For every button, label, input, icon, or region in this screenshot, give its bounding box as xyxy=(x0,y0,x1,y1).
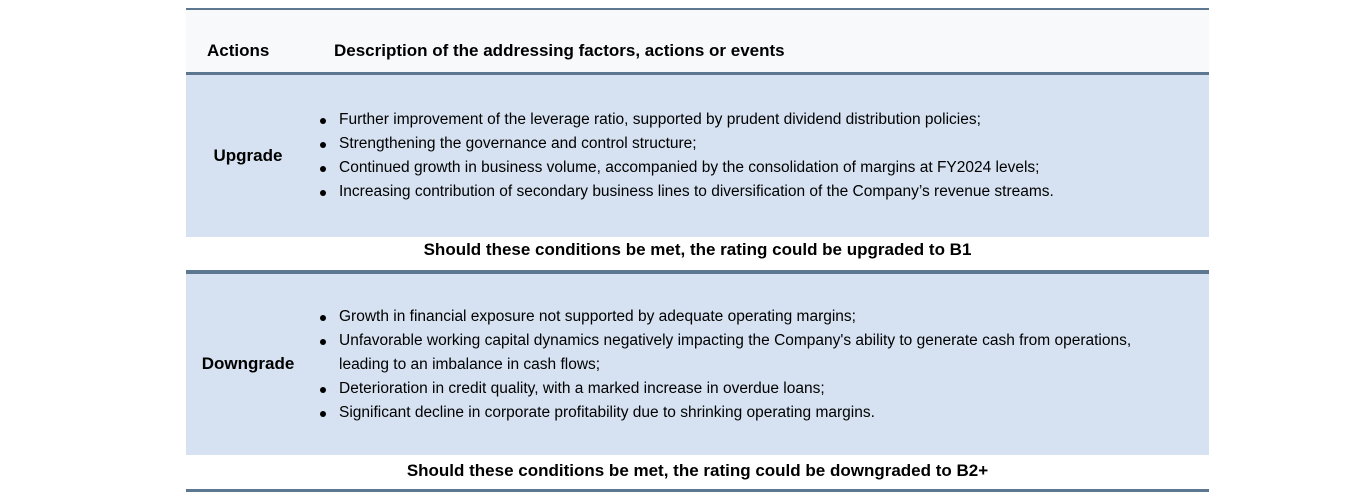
upgrade-block xyxy=(186,75,1209,237)
bullet-icon xyxy=(320,315,326,321)
bullet-icon xyxy=(320,190,326,196)
list-item xyxy=(319,180,1169,204)
list-item xyxy=(319,305,1169,329)
bullet-icon xyxy=(320,411,326,417)
bottom-rule xyxy=(186,489,1209,492)
rating-drivers-table xyxy=(186,8,1209,492)
list-item xyxy=(319,156,1169,180)
list-item-text: Growth in financial exposure not supported by adequate operating margins; xyxy=(339,308,856,325)
list-item xyxy=(319,377,1169,401)
upgrade-factor-list xyxy=(319,108,1169,204)
bullet-icon xyxy=(320,339,326,345)
list-item xyxy=(319,329,1169,377)
bullet-icon xyxy=(320,142,326,148)
header-actions-label: Actions xyxy=(207,41,270,60)
bullet-icon xyxy=(320,166,326,172)
list-item xyxy=(319,132,1169,156)
downgrade-block xyxy=(186,274,1209,455)
list-item-text: Unfavorable working capital dynamics negatively impacting the Company's ability to generate cash from operations, leading to an imbalance in cash flows; xyxy=(339,332,1132,373)
table-header xyxy=(186,10,1209,72)
downgrade-label: Downgrade xyxy=(201,354,295,373)
list-item-text: Strengthening the governance and control structure; xyxy=(339,135,697,152)
upgrade-label: Upgrade xyxy=(213,146,283,165)
list-item-text: Continued growth in business volume, accompanied by the consolidation of margins at FY2024 levels; xyxy=(339,159,1040,176)
list-item-text: Further improvement of the leverage ratio, supported by prudent dividend distribution policies; xyxy=(339,111,981,128)
list-item xyxy=(319,401,1169,425)
downgrade-factor-list xyxy=(319,305,1169,425)
header-description-label: Description of the addressing factors, actions or events xyxy=(334,41,785,60)
bullet-icon xyxy=(320,118,326,124)
bullet-icon xyxy=(320,387,326,393)
list-item xyxy=(319,108,1169,132)
upgrade-conclusion: Should these conditions be met, the rating could be upgraded to B1 xyxy=(423,240,972,259)
downgrade-conclusion: Should these conditions be met, the rating could be downgraded to B2+ xyxy=(406,461,989,480)
list-item-text: Deterioration in credit quality, with a marked increase in overdue loans; xyxy=(339,380,825,397)
list-item-text: Significant decline in corporate profitability due to shrinking operating margins. xyxy=(339,404,875,421)
list-item-text: Increasing contribution of secondary business lines to diversification of the Company’s revenue streams. xyxy=(339,183,1054,200)
